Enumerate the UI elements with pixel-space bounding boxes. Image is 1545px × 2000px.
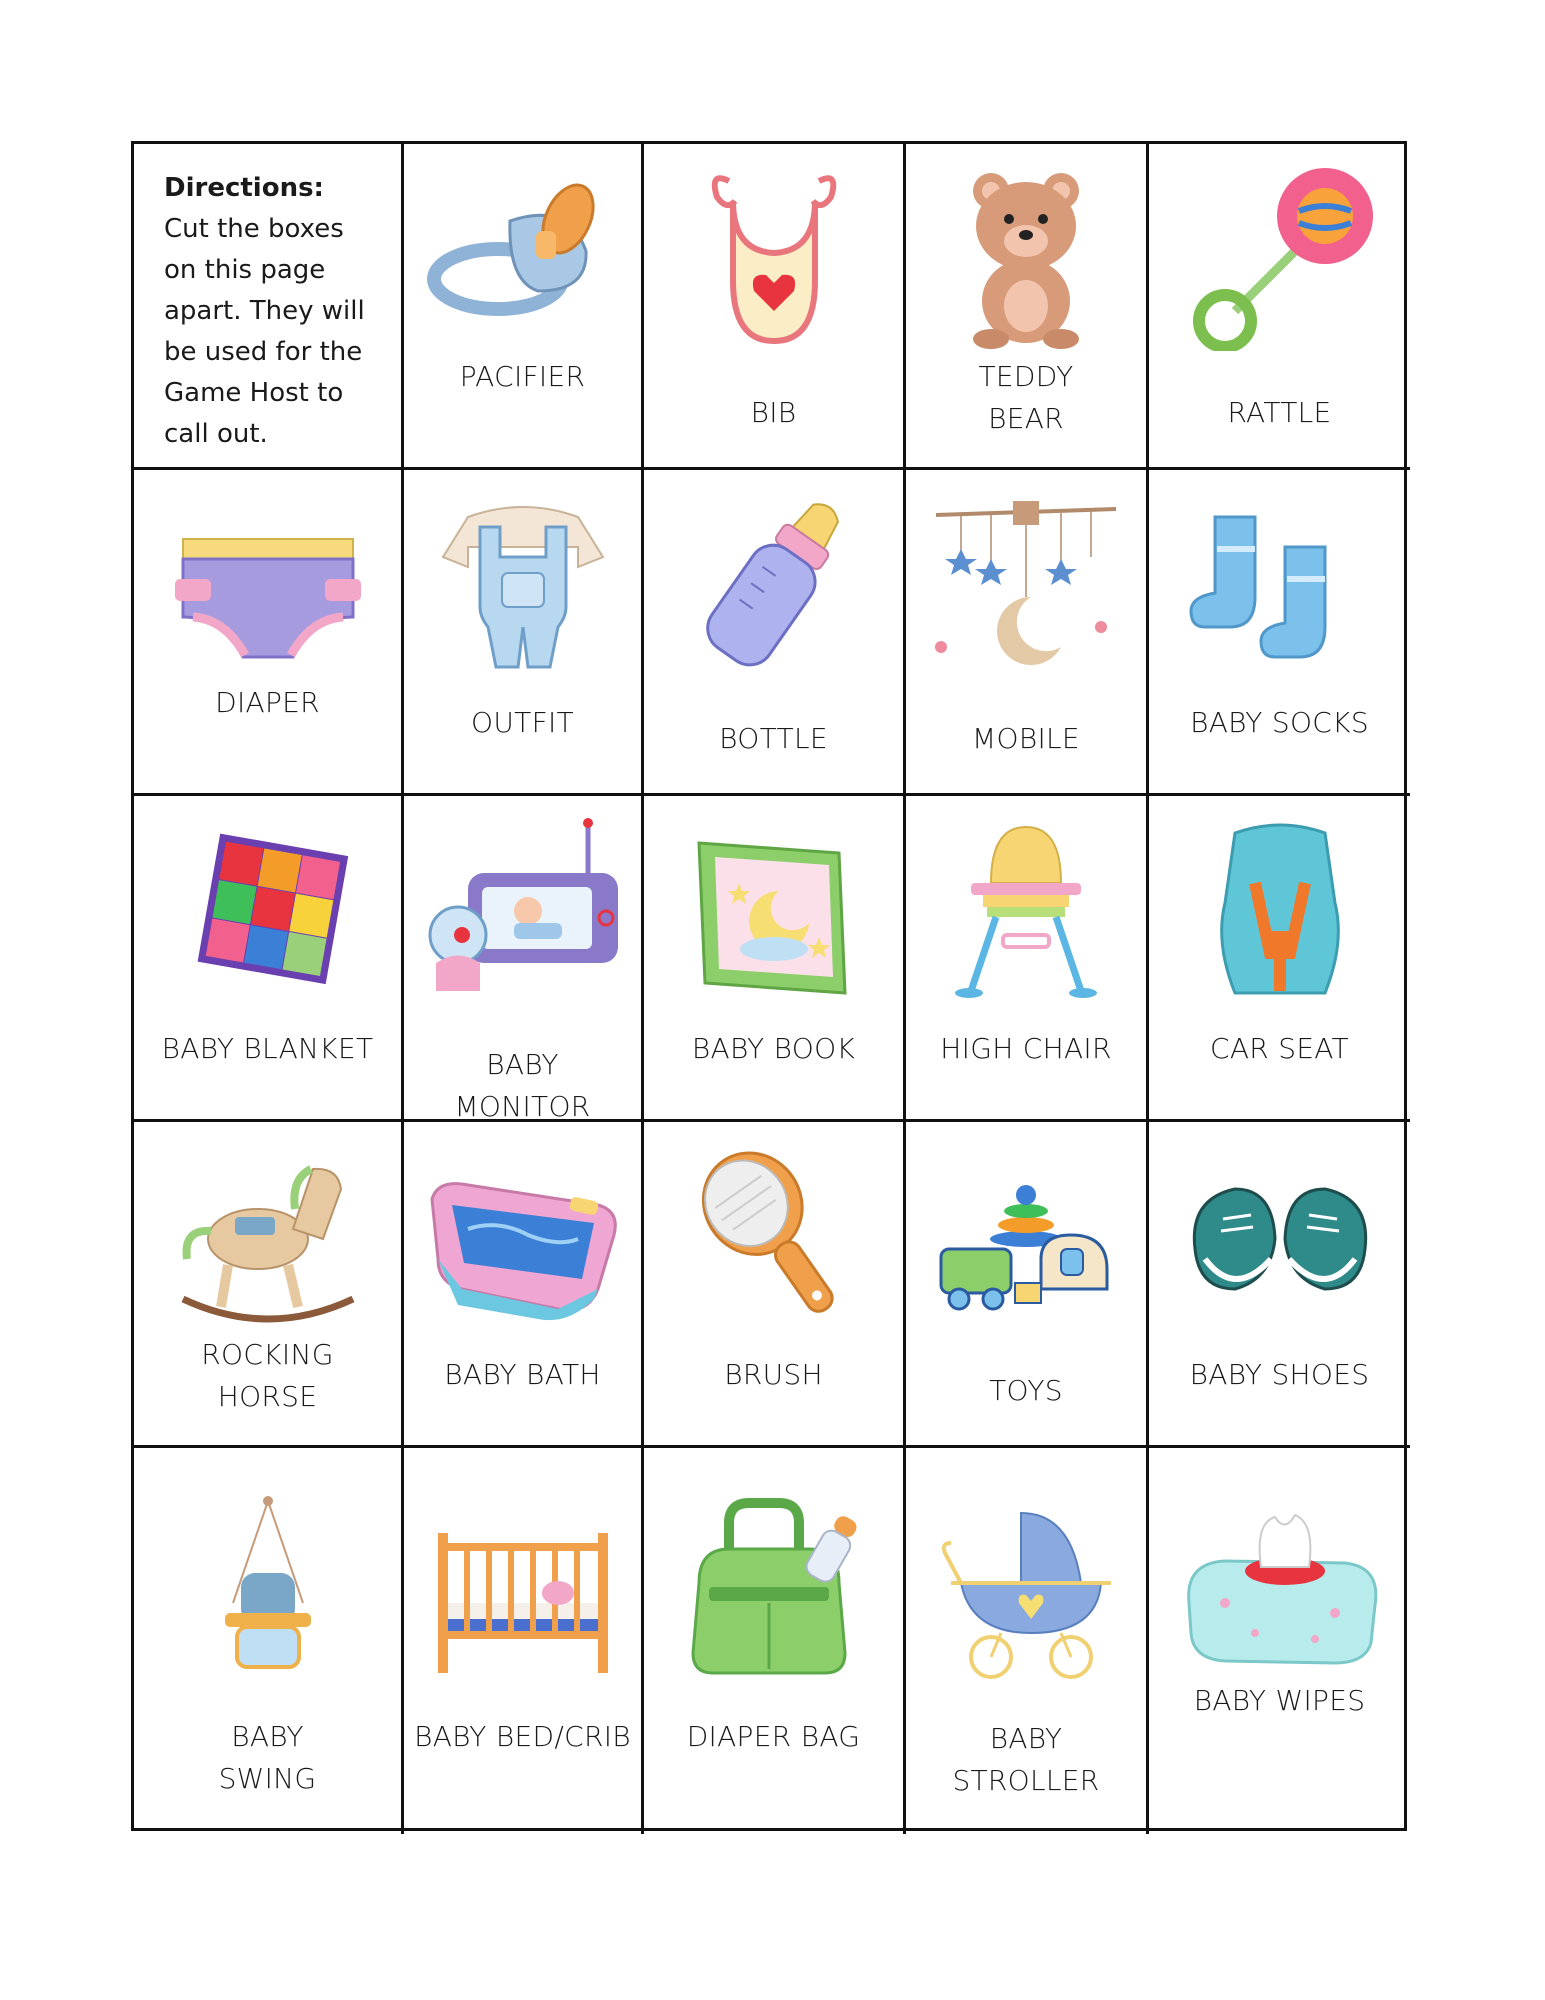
card-mobile[interactable]	[906, 470, 1149, 796]
card-label: BABY SWING	[218, 1720, 317, 1795]
baby-book-icon	[669, 813, 879, 1003]
card-label: BABY SOCKS	[1190, 706, 1369, 739]
card-high-chair[interactable]	[906, 796, 1149, 1122]
directions-text-block	[164, 168, 389, 455]
card-label: BIB	[750, 396, 797, 429]
card-pacifier[interactable]	[404, 144, 644, 470]
card-label: BABY MONITOR	[454, 1048, 591, 1122]
brush-icon	[669, 1139, 879, 1329]
rocking-horse-icon	[163, 1139, 373, 1329]
outfit-icon	[418, 487, 628, 677]
bottle-icon	[669, 487, 879, 677]
card-label: TOYS	[989, 1374, 1063, 1407]
card-label: ROCKING HORSE	[201, 1338, 334, 1413]
card-label: HIGH CHAIR	[940, 1032, 1112, 1065]
baby-swing-icon	[163, 1493, 373, 1683]
baby-crib-icon	[418, 1493, 628, 1683]
baby-monitor-icon	[418, 813, 628, 1003]
card-baby-monitor[interactable]	[404, 796, 644, 1122]
rattle-icon	[1175, 161, 1385, 351]
card-label: BOTTLE	[719, 722, 828, 755]
card-label: RATTLE	[1227, 396, 1332, 429]
card-baby-wipes[interactable]	[1149, 1448, 1410, 1834]
card-label: CAR SEAT	[1209, 1032, 1349, 1065]
card-baby-bath[interactable]	[404, 1122, 644, 1448]
card-diaper[interactable]	[134, 470, 404, 796]
card-label: BABY STROLLER	[952, 1722, 1100, 1797]
card-rocking-horse[interactable]	[134, 1122, 404, 1448]
card-teddy-bear[interactable]	[906, 144, 1149, 470]
card-label: BABY SHOES	[1189, 1358, 1370, 1391]
directions-cell	[134, 144, 404, 470]
baby-blanket-icon	[163, 813, 373, 1003]
card-label: TEDDY BEAR	[978, 360, 1074, 435]
card-outfit[interactable]	[404, 470, 644, 796]
baby-bath-icon	[418, 1139, 628, 1329]
card-label: BABY WIPES	[1193, 1684, 1366, 1717]
card-label: BABY BED/CRIB	[414, 1720, 631, 1753]
card-label: PACIFIER	[459, 360, 586, 393]
baby-socks-icon	[1175, 487, 1385, 677]
pacifier-icon	[418, 161, 628, 351]
card-label: MOBILE	[972, 722, 1080, 755]
baby-stroller-icon	[921, 1493, 1131, 1683]
diaper-bag-icon	[669, 1493, 879, 1683]
mobile-icon	[921, 487, 1131, 677]
card-baby-crib[interactable]	[404, 1448, 644, 1834]
card-rattle[interactable]	[1149, 144, 1410, 470]
card-baby-swing[interactable]	[134, 1448, 404, 1834]
baby-wipes-icon	[1175, 1493, 1385, 1683]
baby-shoes-icon	[1175, 1139, 1385, 1329]
card-label: BABY BOOK	[691, 1032, 856, 1065]
card-label: BRUSH	[724, 1358, 823, 1391]
bingo-call-card-grid	[131, 141, 1407, 1831]
card-car-seat[interactable]	[1149, 796, 1410, 1122]
bib-icon	[669, 161, 879, 351]
high-chair-icon	[921, 813, 1131, 1003]
card-bottle[interactable]	[644, 470, 906, 796]
card-baby-book[interactable]	[644, 796, 906, 1122]
diaper-icon	[163, 487, 373, 677]
directions-title: Directions:	[164, 173, 324, 203]
card-label: DIAPER	[215, 686, 320, 719]
card-label: BABY BATH	[444, 1358, 601, 1391]
card-diaper-bag[interactable]	[644, 1448, 906, 1834]
card-baby-stroller[interactable]	[906, 1448, 1149, 1834]
car-seat-icon	[1175, 813, 1385, 1003]
card-bib[interactable]	[644, 144, 906, 470]
card-baby-socks[interactable]	[1149, 470, 1410, 796]
card-label: OUTFIT	[471, 706, 574, 739]
card-baby-shoes[interactable]	[1149, 1122, 1410, 1448]
card-toys[interactable]	[906, 1122, 1149, 1448]
card-label: DIAPER BAG	[686, 1720, 861, 1753]
card-baby-blanket[interactable]	[134, 796, 404, 1122]
toys-icon	[921, 1139, 1131, 1329]
card-label: BABY BLANKET	[161, 1032, 374, 1065]
directions-body: Cut the boxes on this page apart. They will be used for the Game Host to call out.	[164, 214, 365, 449]
teddy-bear-icon	[921, 161, 1131, 351]
card-brush[interactable]	[644, 1122, 906, 1448]
